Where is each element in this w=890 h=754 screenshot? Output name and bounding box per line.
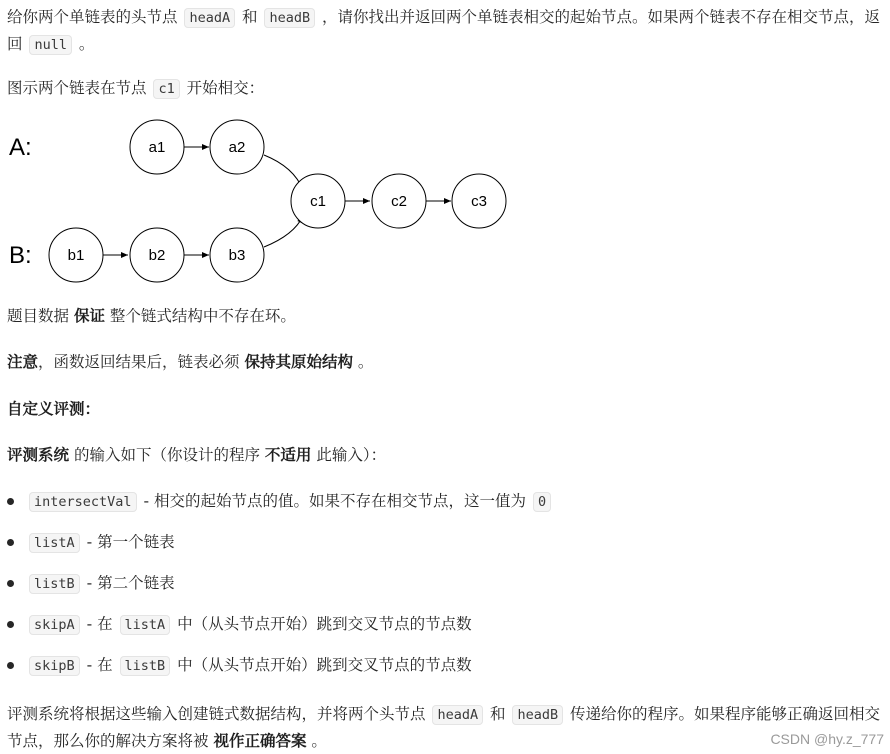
input-name-code: skipB bbox=[29, 656, 80, 676]
list-a-label: A: bbox=[9, 134, 32, 161]
figure-caption bbox=[7, 75, 264, 102]
headB-code: headB bbox=[512, 705, 563, 725]
eval-intro-text-2: 此输入）： bbox=[311, 446, 387, 464]
edge-b3-c1 bbox=[264, 216, 303, 247]
headA-code: headA bbox=[184, 8, 235, 28]
input-desc-2: 中（从头节点开始）跳到交叉节点的节点数 bbox=[172, 615, 472, 633]
note-bold-2: 保持其原始结构 bbox=[244, 353, 353, 371]
input-desc-1: - 在 bbox=[81, 615, 118, 633]
intro-paragraph bbox=[7, 4, 885, 58]
node-b1-label: b1 bbox=[67, 247, 85, 264]
csdn-watermark: CSDN @hy.z_777 bbox=[770, 731, 884, 747]
node-c1-label: c1 bbox=[310, 193, 326, 210]
list-item bbox=[7, 652, 553, 693]
headB-code: headB bbox=[264, 8, 315, 28]
note-bold-1: 注意 bbox=[7, 353, 39, 371]
node-a1-label: a1 bbox=[148, 139, 166, 156]
bullet-dot bbox=[7, 662, 14, 669]
intro-text-4: 。 bbox=[73, 35, 95, 53]
guarantee-text-2: 整个链式结构中不存在环。 bbox=[104, 307, 296, 325]
input-list-code: listB bbox=[120, 656, 171, 676]
input-list-code: listA bbox=[120, 615, 171, 635]
bullet-dot bbox=[7, 621, 14, 628]
guarantee-text-1: 题目数据 bbox=[7, 307, 74, 325]
input-name-code: listB bbox=[29, 574, 80, 594]
caption-text-2: 开始相交： bbox=[181, 79, 265, 97]
node-b3-label: b3 bbox=[228, 247, 246, 264]
input-desc-1: - 相交的起始节点的值。如果不存在相交节点，这一值为 bbox=[138, 492, 531, 510]
eval-intro-bold-1: 评测系统 bbox=[7, 446, 70, 464]
caption-text-1: 图示两个链表在节点 bbox=[7, 79, 152, 97]
list-item bbox=[7, 529, 553, 570]
closing-paragraph bbox=[7, 701, 885, 754]
list-b-label: B: bbox=[9, 242, 32, 269]
closing-text-2: 和 bbox=[485, 705, 511, 723]
closing-text-4: 。 bbox=[306, 732, 327, 750]
input-desc-2: 中（从头节点开始）跳到交叉节点的节点数 bbox=[172, 656, 472, 674]
input-name-code: intersectVal bbox=[29, 492, 137, 512]
input-list bbox=[7, 488, 553, 693]
bullet-dot bbox=[7, 580, 14, 587]
input-desc-1: - 在 bbox=[81, 656, 118, 674]
node-a2-label: a2 bbox=[228, 139, 246, 156]
input-value-code: 0 bbox=[533, 492, 551, 512]
intro-text-2: 和 bbox=[237, 8, 263, 26]
closing-bold: 视作正确答案 bbox=[213, 732, 307, 750]
eval-intro-text-1: 的输入如下（你设计的程序 bbox=[69, 446, 265, 464]
guarantee-bold: 保证 bbox=[73, 307, 105, 325]
eval-intro-paragraph bbox=[7, 442, 386, 468]
bullet-dot bbox=[7, 539, 14, 546]
linked-list-intersection-diagram bbox=[7, 112, 527, 292]
guarantee-paragraph bbox=[7, 303, 296, 329]
list-item bbox=[7, 611, 553, 652]
node-c2-label: c2 bbox=[391, 193, 407, 210]
null-code: null bbox=[29, 35, 72, 55]
input-name-code: skipA bbox=[29, 615, 80, 635]
input-desc-1: - 第二个链表 bbox=[81, 574, 175, 592]
intro-text-3: ，请你找出并返回两个单链表相交的起始节点。如果两个链表不存在相交节点，返回 bbox=[7, 8, 881, 53]
input-name-code: listA bbox=[29, 533, 80, 553]
headA-code: headA bbox=[432, 705, 483, 725]
closing-text-3: 传递给你的程序。如果程序能够正确返回相交节点，那么你的解决方案将被 bbox=[7, 705, 881, 750]
node-c3-label: c3 bbox=[471, 193, 487, 210]
note-text-2: 。 bbox=[352, 353, 374, 371]
list-item bbox=[7, 570, 553, 611]
custom-eval-heading-text: 自定义评测： bbox=[7, 400, 101, 418]
c1-code: c1 bbox=[153, 79, 179, 99]
intro-text-1: 给你两个单链表的头节点 bbox=[7, 8, 183, 26]
note-text-1: ，函数返回结果后，链表必须 bbox=[38, 353, 245, 371]
closing-text-1: 评测系统将根据这些输入创建链式数据结构，并将两个头节点 bbox=[7, 705, 431, 723]
node-b2-label: b2 bbox=[148, 247, 166, 264]
eval-intro-bold-2: 不适用 bbox=[264, 446, 312, 464]
note-paragraph bbox=[7, 349, 373, 375]
input-desc-1: - 第一个链表 bbox=[81, 533, 175, 551]
list-item bbox=[7, 488, 553, 529]
custom-eval-heading bbox=[7, 396, 100, 422]
bullet-dot bbox=[7, 498, 14, 505]
